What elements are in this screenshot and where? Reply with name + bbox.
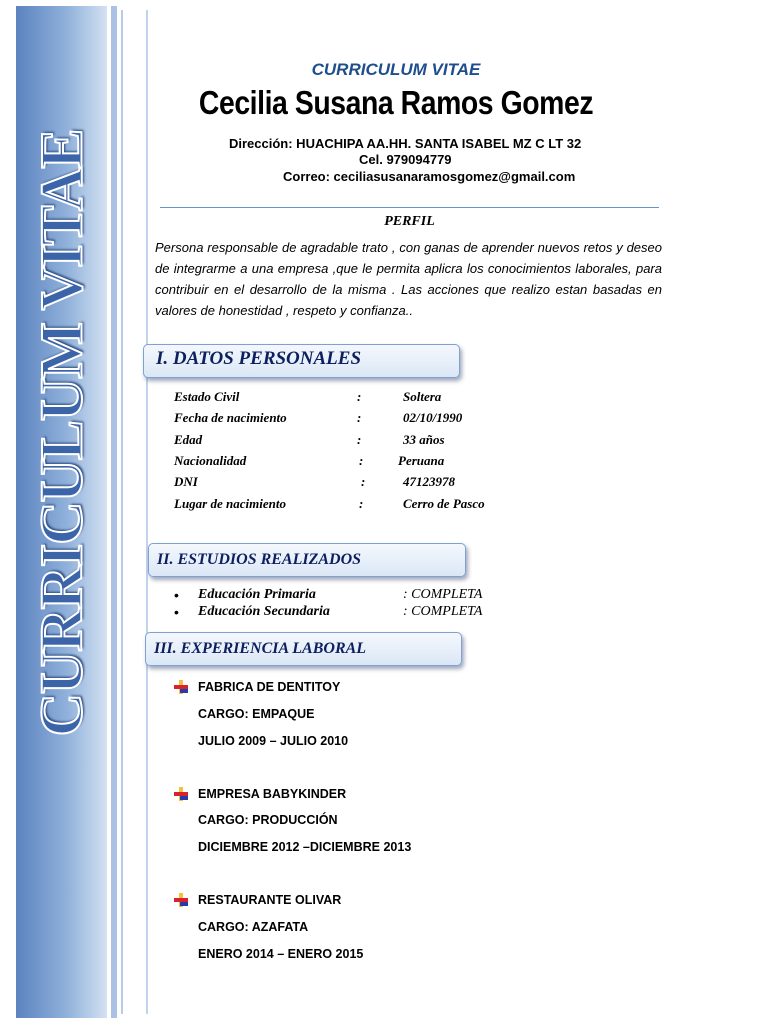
field-value: 02/10/1990 <box>403 410 463 425</box>
section-datos-personales <box>143 344 460 378</box>
job-period: JULIO 2009 – JULIO 2010 <box>198 734 349 748</box>
perfil-text: Persona responsable de agradable trato , con ganas de aprender nuevos retos y deseo de integrarme a una empresa ,que le permita aplicra los conocimientos laborales, para contribuir en el desarrollo de la misma . Las acciones que realizo estan basadas en valores de honestidad , respeto y confianza.. <box>155 240 662 318</box>
job-company: RESTAURANTE OLIVAR <box>198 893 342 907</box>
email: Correo: ceciliasusanaramosgomez@gmail.com <box>283 169 576 184</box>
section-experiencia <box>145 632 462 666</box>
phone: Cel. 979094779 <box>359 152 452 167</box>
field-separator: : <box>359 453 364 468</box>
decorative-line <box>111 6 117 1018</box>
perfil-heading: PERFIL <box>384 214 435 229</box>
field-separator: : <box>359 496 364 511</box>
job-role: CARGO: EMPAQUE <box>198 707 315 721</box>
candidate-name: Cecilia Susana Ramos Gomez <box>198 84 594 121</box>
document-title: CURRICULUM VITAE <box>311 60 481 79</box>
field-value: 33 años <box>403 432 445 447</box>
section-heading: II. ESTUDIOS REALIZADOS <box>157 551 362 568</box>
section-heading: III. EXPERIENCIA LABORAL <box>154 640 367 657</box>
decorative-line <box>121 10 123 1014</box>
field-separator: : <box>361 474 366 489</box>
job-role: CARGO: PRODUCCIÓN <box>198 813 338 827</box>
field-separator: : <box>357 389 362 404</box>
job-company: FABRICA DE DENTITOY <box>198 680 341 694</box>
study-label: Educación Secundaria <box>198 604 330 619</box>
section-heading: I. DATOS PERSONALES <box>156 348 362 369</box>
section-estudios <box>148 543 466 577</box>
field-value: Peruana <box>398 453 445 468</box>
decorative-line <box>146 10 148 1014</box>
field-separator: : <box>357 432 362 447</box>
job-role: CARGO: AZAFATA <box>198 920 309 934</box>
field-separator: : <box>357 410 362 425</box>
study-value: : COMPLETA <box>403 604 483 619</box>
field-label: Estado Civil <box>174 389 240 404</box>
bullet-cross-icon <box>174 680 188 694</box>
job-period: ENERO 2014 – ENERO 2015 <box>198 947 364 961</box>
field-label: Lugar de nacimiento <box>174 496 286 511</box>
address: Dirección: HUACHIPA AA.HH. SANTA ISABEL MZ C LT 32 <box>229 136 582 151</box>
field-value: 47123978 <box>403 474 455 489</box>
sidebar-title-text: CURRICULUM VITAE <box>28 129 95 737</box>
job-period: DICIEMBRE 2012 –DICIEMBRE 2013 <box>198 840 412 854</box>
bullet: • <box>174 587 179 603</box>
study-value: : COMPLETA <box>403 587 483 602</box>
bullet-cross-icon <box>174 787 188 801</box>
bullet: • <box>174 604 179 620</box>
job-company: EMPRESA BABYKINDER <box>198 787 347 801</box>
field-value: Cerro de Pasco <box>403 496 485 511</box>
field-label: DNI <box>174 474 198 489</box>
field-value: Soltera <box>403 389 442 404</box>
divider <box>160 207 659 208</box>
field-label: Nacionalidad <box>174 453 247 468</box>
study-label: Educación Primaria <box>198 587 316 602</box>
field-label: Edad <box>174 432 203 447</box>
bullet-cross-icon <box>174 893 188 907</box>
field-label: Fecha de nacimiento <box>174 410 287 425</box>
